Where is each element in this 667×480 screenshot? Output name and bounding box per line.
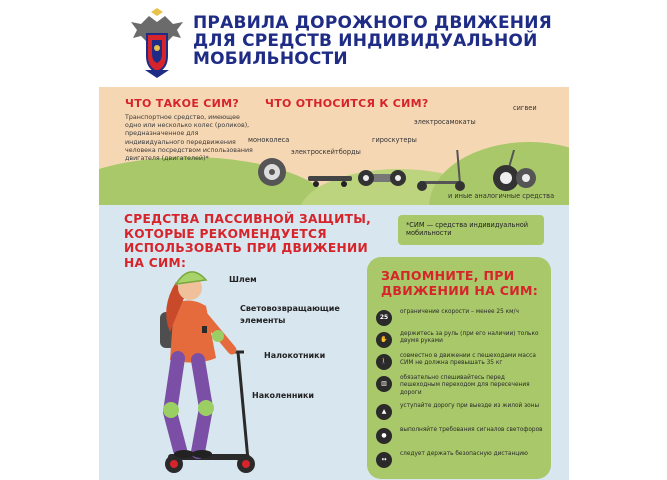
label-helmet: Шлем (229, 275, 257, 284)
police-emblem-icon (127, 8, 187, 80)
label-segways: сигвеи (513, 104, 537, 112)
distance-icon: ↔ (376, 452, 392, 468)
label-reflective-2: элементы (240, 316, 286, 325)
rider-on-scooter-illustration (140, 262, 260, 476)
escooter-icon (417, 150, 465, 191)
handlebar-icon: ✋ (376, 332, 392, 348)
label-monowheels: моноколеса (248, 136, 290, 144)
monowheel-icon (258, 158, 286, 186)
page-title: ПРАВИЛА ДОРОЖНОГО ДВИЖЕНИЯ ДЛЯ СРЕДСТВ ИНДИВИДУАЛЬНОЙ МОБИЛЬНОСТИ (193, 13, 552, 69)
sim-definition: Транспортное средство, имеющее одно или несколько колес (роликов), предназначенное для индивидуального передвижения человека посредством использования двигателя (двигателей)* (125, 114, 253, 163)
rule-text: обязательно спешивайтесь перед пешеходным переходом для пересечения дороги (400, 375, 530, 396)
sim-note (398, 215, 544, 245)
what-belongs-heading: ЧТО ОТНОСИТСЯ К СИМ? (265, 97, 429, 110)
rule-text: держитесь за руль (при его наличии) только двумя руками (400, 331, 539, 345)
rule-text: выполняйте требования сигналов светофоров (400, 427, 543, 433)
remember-heading: ЗАПОМНИТЕ, ПРИ ДВИЖЕНИИ НА СИМ: (381, 268, 539, 298)
segway-icon (493, 150, 536, 191)
rule-text: следует держать безопасную дистанцию (400, 451, 528, 457)
rule-item (376, 308, 548, 330)
label-others: и иные аналогичные средства (448, 192, 555, 200)
rule-item (376, 426, 548, 448)
sim-note-text: *СИМ — средства индивидуальной мобильности (406, 221, 529, 238)
rule-item (376, 450, 548, 472)
rule-item (376, 402, 548, 424)
what-is-sim-heading: ЧТО ТАКОЕ СИМ? (125, 97, 240, 110)
yield-icon: ▲ (376, 404, 392, 420)
rule-item (376, 374, 548, 396)
traffic-light-icon: ● (376, 428, 392, 444)
label-skateboards: электроскейтборды (291, 148, 361, 156)
skateboard-icon (308, 176, 352, 187)
label-elbow-pads: Налокотники (264, 351, 326, 360)
speed-25-icon: 25 (376, 310, 392, 326)
label-gyroscooters: гироскутеры (372, 136, 417, 144)
label-escooters: электросамокаты (414, 118, 476, 126)
rule-text: ограничение скорости – менее 25 км/ч (400, 309, 519, 315)
rule-text: уступайте дорогу при выезде из жилой зоны (400, 403, 540, 409)
label-reflective-1: Световозвращающие (240, 304, 340, 313)
gyroscooter-icon (358, 170, 406, 186)
pedestrian-icon: 🚶 (376, 354, 392, 370)
crosswalk-icon: ▥ (376, 376, 392, 392)
devices-illustration (250, 150, 550, 195)
passive-protection-heading: СРЕДСТВА ПАССИВНОЙ ЗАЩИТЫ, КОТОРЫЕ РЕКОМЕНДУЕТСЯ ИСПОЛЬЗОВАТЬ ПРИ ДВИЖЕНИИ НА СИМ: (124, 212, 372, 270)
rule-item (376, 352, 548, 374)
rule-item (376, 330, 548, 352)
label-knee-pads: Наколенники (252, 391, 314, 400)
rule-text: совместно в движении с пешеходами масса СИМ не должна превышать 35 кг (400, 353, 536, 367)
